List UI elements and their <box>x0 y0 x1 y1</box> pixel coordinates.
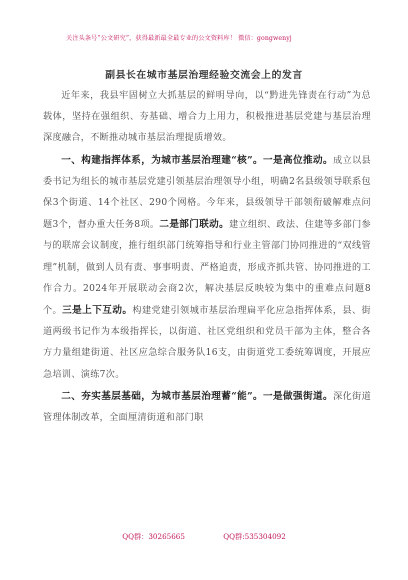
promo-header: 关注头条号“公文研究”，获得最新最全最专业的公文资料库！ 微信：gongwenyj <box>66 35 292 42</box>
page-footer <box>0 532 408 542</box>
document-body <box>43 86 371 429</box>
section-2-heading: 二、夯实基层基础，为城市基层治理蓄“能”。 <box>61 390 264 402</box>
footer-qq-group-1: QQ群：30265665 <box>122 532 185 541</box>
section-1-sub2-text: 建立组织、政法、住建等多部门参与的联席会议制度，推行组织部门统筹指导和行业主管部门协同推进的“双线管理”机制，做到人员有责、事事明责、严格追责，形成齐抓共管、协同推进的工作合力。2024年开展联动会商2次，解决基层反映较为集中的重难点问题8个。 <box>43 220 371 317</box>
intro-paragraph: 近年来，我县牢固树立大抓基层的鲜明导向，以“黔进先锋责在行动”为总载体，坚持在强组织、夯基础、增合力上用力，积极推进基层党建与基层治理深度融合，不断推动城市基层治理提质增效。 <box>43 91 371 144</box>
section-1-sub3-label: 三是上下互动。 <box>62 305 133 317</box>
footer-qq-group-2: QQ群:535304092 <box>223 532 286 541</box>
section-1-sub1-label: 一是高位推动。 <box>263 154 334 166</box>
section-1-heading: 一、构建指挥体系，为城市基层治理建“核”。 <box>61 154 264 166</box>
section-1-paragraph <box>43 150 371 386</box>
document-title: 副县长在城市基层治理经验交流会上的发言 <box>105 70 303 81</box>
section-2-sub1-label: 一是做强街道。 <box>263 390 334 402</box>
section-1-sub1-text: 成立以县委书记为组长的城市基层党建引领基层治理领导小组，明确2名县级领导联系包保3个街道、14个社区、290个网格。今年来，县级领导干部领衔破解难点问题3个，督办重大任务8项。 <box>43 155 372 231</box>
section-2-paragraph <box>43 386 371 429</box>
section-1-sub3-text: 构建党建引领城市基层治理扁平化应急指挥体系，县、街道两级书记作为本级指挥长，以街道、社区党组织和党员干部为主体，整合各方力量组建街道、社区应急综合服务队16支，由街道党工委统筹调度，开展应急培训、演练7次。 <box>43 306 371 380</box>
section-2-sub1-text: 深化街道管理体制改革，全面厘清街道和部门职 <box>43 391 372 424</box>
section-1-sub2-label: 二是部门联动。 <box>159 219 230 231</box>
